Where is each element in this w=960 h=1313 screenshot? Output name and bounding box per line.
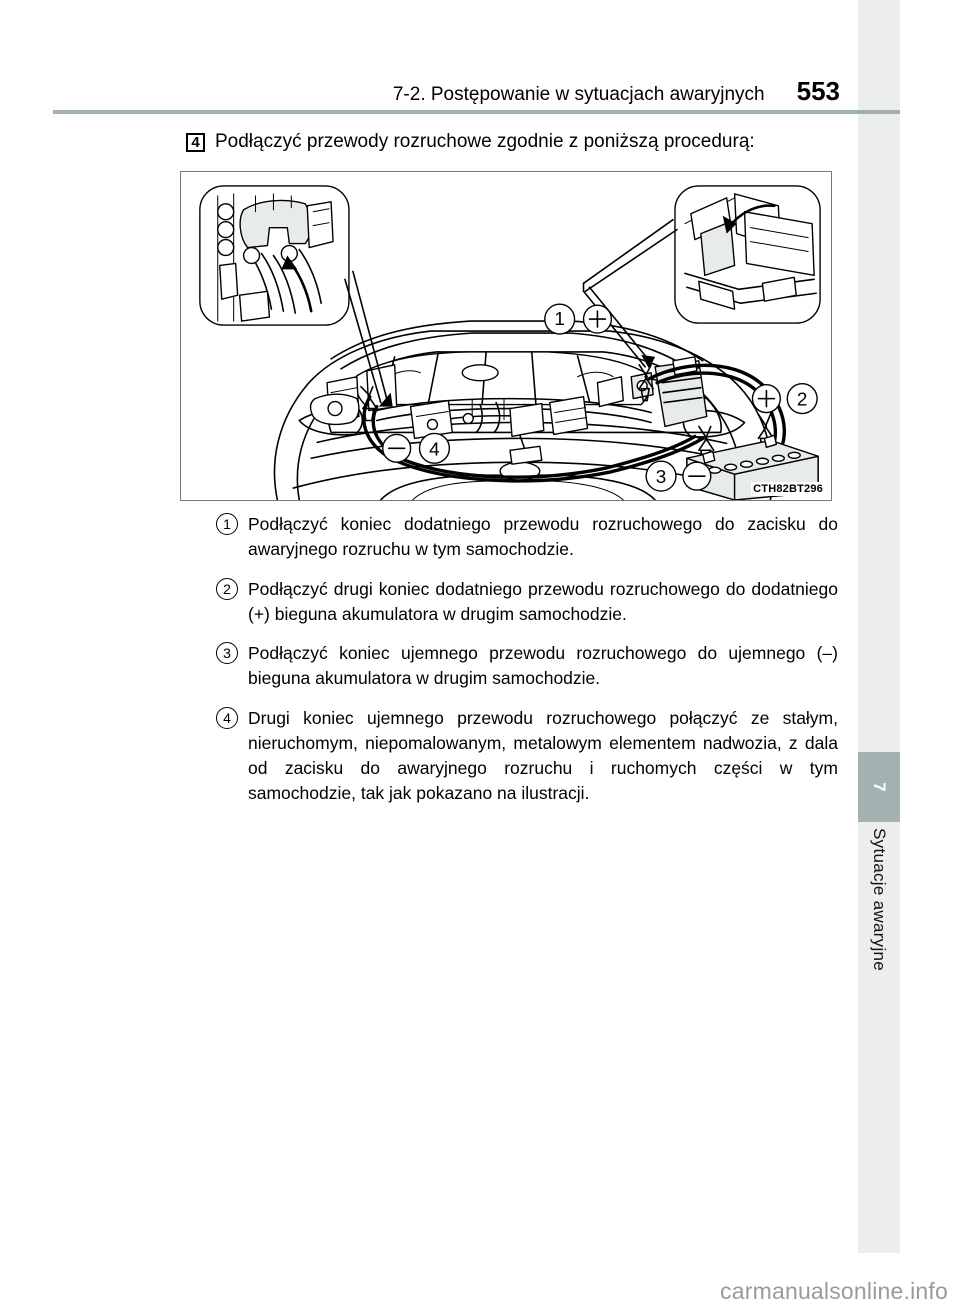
list-item [216,641,838,691]
list-item-text: Podłączyć drugi koniec dodatniego przewodu rozruchowego do dodatniego (+) bieguna akumulatora w drugim samochodzie. [248,578,838,624]
page-number: 553 [796,76,840,106]
list-item [216,512,838,562]
chapter-label-text: Sytuacje awaryjne [870,828,889,972]
list-item-text: Podłączyć koniec ujemnego przewodu rozruchowego do ujemnego (–) bieguna akumulatora w drugim samochodzie. [248,643,838,689]
svg-text:3: 3 [655,467,667,489]
callout-1 [545,304,612,334]
list-item [216,706,838,805]
chapter-number: 7 [870,782,889,792]
step-heading [186,131,755,153]
list-item-text: Podłączyć koniec dodatniego przewodu rozruchowego do zacisku do awaryjnego rozruchu w tym samochodzie. [248,514,838,559]
svg-text:2: 2 [796,389,808,411]
chapter-label [858,828,900,1088]
callout-3 [646,461,711,491]
instruction-list [216,512,838,820]
section-title: 7-2. Postępowanie w sytuacjach awaryjnych [392,84,765,105]
figure-code: CTH82BT296 [753,483,823,495]
illustration-frame [180,171,832,501]
callout-2 [752,384,817,414]
svg-text:4: 4 [429,439,440,461]
list-item-number: 1 [216,513,238,535]
step-marker: 4 [186,133,205,152]
page-header [0,72,858,104]
header-divider [53,110,900,114]
list-item-text: Drugi koniec ujemnego przewodu rozruchowego połączyć ze stałym, nieruchomym, niepomalowanym, metalowym elementem nadwozia, z dala od zacisku do awaryjnego rozruchu i ruchomych części w tym samochodzie, tak jak pokazano na ilustracji. [248,708,838,803]
list-item-number: 3 [216,642,238,664]
step-text: Podłączyć przewody rozruchowe zgodnie z poniższą procedurą: [215,131,755,152]
list-item [216,577,838,627]
site-watermark: carmanualsonline.info [720,1278,948,1304]
list-item-number: 2 [216,578,238,600]
chapter-tab [858,752,900,822]
right-inset [584,186,821,369]
list-item-number: 4 [216,707,238,729]
svg-text:1: 1 [554,309,565,331]
engine-bay-illustration [181,172,831,500]
